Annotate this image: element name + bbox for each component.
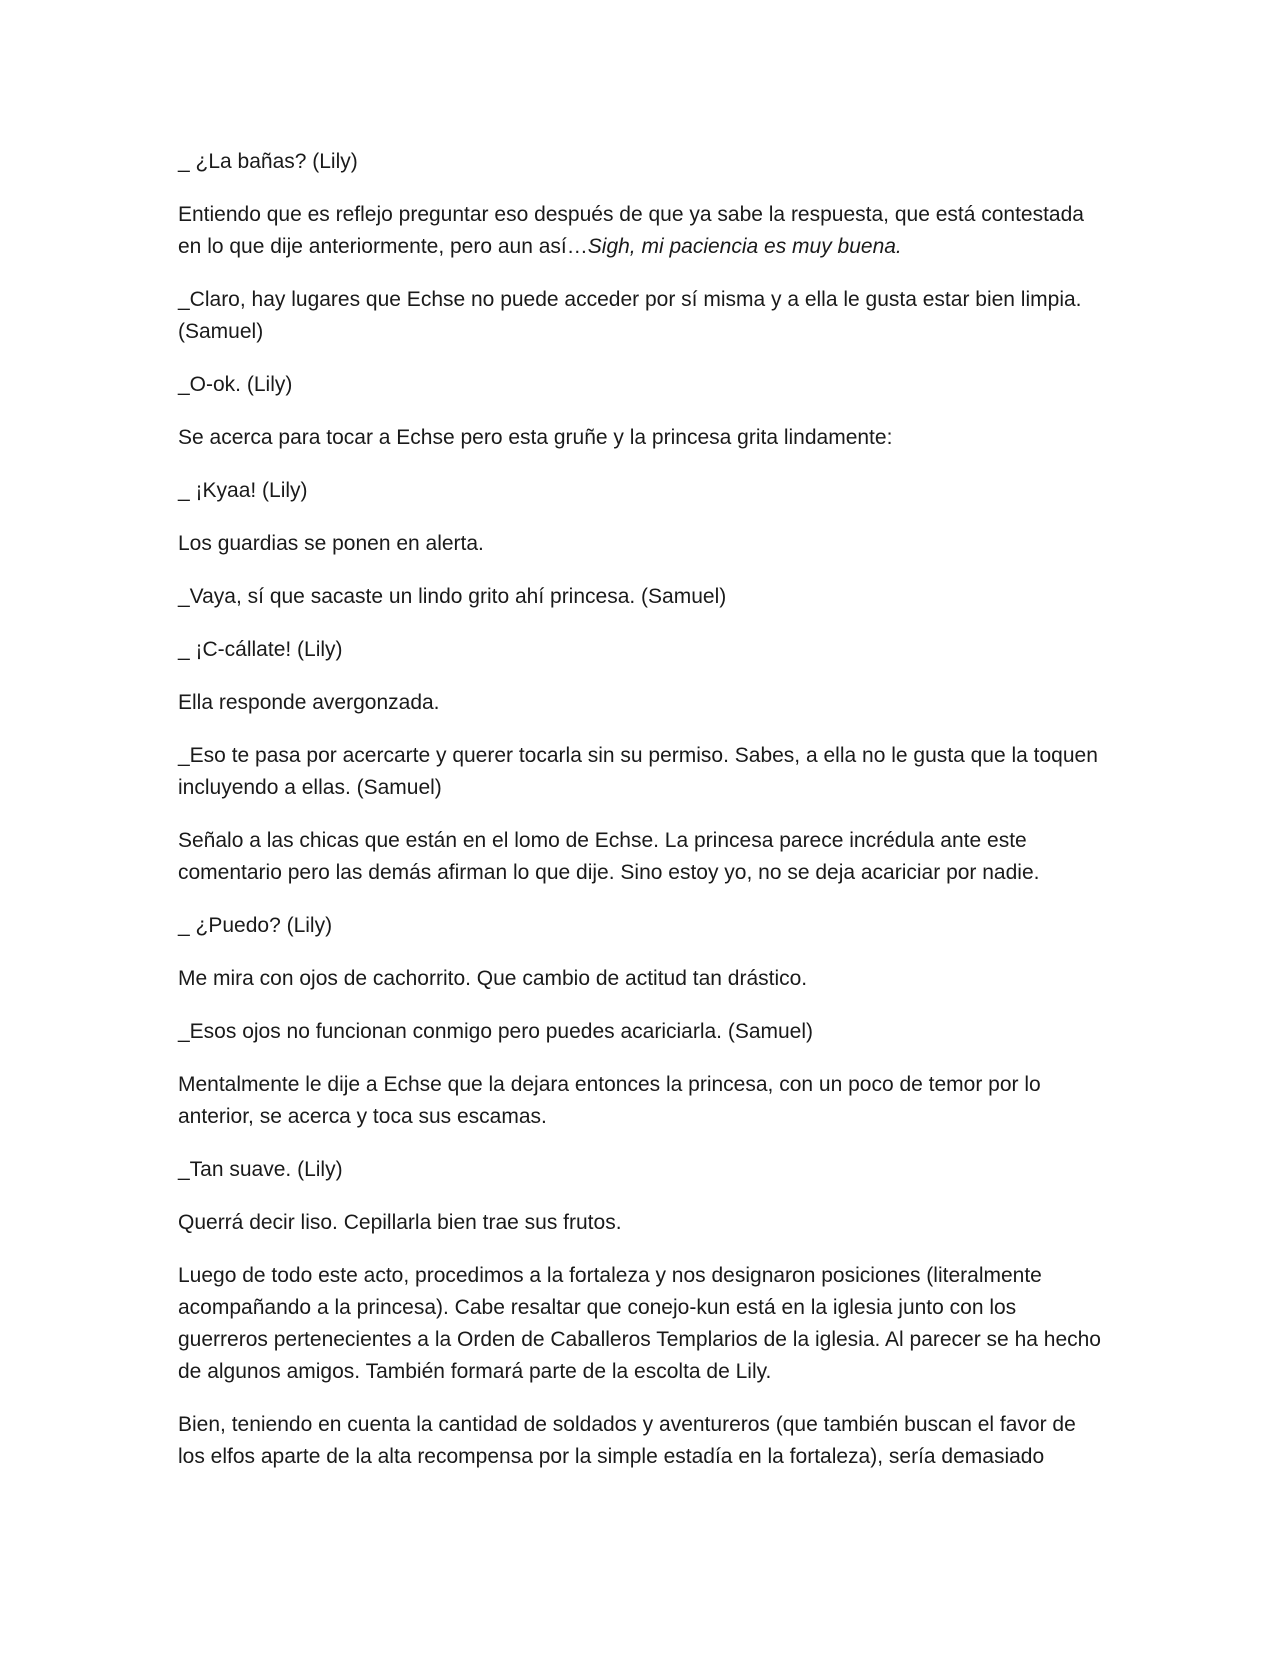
dialogue-line: _Eso te pasa por acercarte y querer tocarla sin su permiso. Sabes, a ella no le gusta que la toquen incluyendo a ellas. (Samuel) xyxy=(178,744,1098,799)
narration-text: Entiendo que es reflejo preguntar eso después de que ya sabe la respuesta, que está contestada en lo que dije anteriormente, pero aun así… xyxy=(178,203,1084,258)
dialogue-line: _ ¡C-cállate! (Lily) xyxy=(178,638,343,661)
italic-thought: Sigh, mi paciencia es muy buena. xyxy=(587,235,902,258)
narration-paragraph: Los guardias se ponen en alerta. xyxy=(178,532,484,555)
dialogue-line: _O-ok. (Lily) xyxy=(178,373,293,396)
narration-paragraph: Mentalmente le dije a Echse que la dejara entonces la princesa, con un poco de temor por lo anterior, se acerca y toca sus escamas. xyxy=(178,1073,1041,1128)
dialogue-line: _ ¡Kyaa! (Lily) xyxy=(178,479,308,502)
narration-paragraph: Señalo a las chicas que están en el lomo de Echse. La princesa parece incrédula ante este comentario pero las demás afirman lo que dije. Sino estoy yo, no se deja acariciar por nadie. xyxy=(178,829,1040,884)
dialogue-line: _Tan suave. (Lily) xyxy=(178,1158,343,1181)
dialogue-line: _ ¿La bañas? (Lily) xyxy=(178,150,358,173)
narration-paragraph: Se acerca para tocar a Echse pero esta gruñe y la princesa grita lindamente: xyxy=(178,426,893,449)
narration-paragraph: Me mira con ojos de cachorrito. Que cambio de actitud tan drástico. xyxy=(178,967,808,990)
narration-paragraph xyxy=(178,199,1108,263)
narration-paragraph: Luego de todo este acto, procedimos a la fortaleza y nos designaron posiciones (literalmente acompañando a la princesa). Cabe resaltar que conejo-kun está en la iglesia junto con los guerreros pertenecientes a la Orden de Caballeros Templarios de la iglesia. Al parecer se ha hecho de algunos amigos. También formará parte de la escolta de Lily. xyxy=(178,1264,1101,1383)
dialogue-line: _Claro, hay lugares que Echse no puede acceder por sí misma y a ella le gusta estar bien limpia. (Samuel) xyxy=(178,288,1082,343)
dialogue-line: _Vaya, sí que sacaste un lindo grito ahí princesa. (Samuel) xyxy=(178,585,727,608)
narration-paragraph: Bien, teniendo en cuenta la cantidad de soldados y aventureros (que también buscan el favor de los elfos aparte de la alta recompensa por la simple estadía en la fortaleza), sería demasiado xyxy=(178,1413,1076,1468)
narration-paragraph: Querrá decir liso. Cepillarla bien trae sus frutos. xyxy=(178,1211,622,1234)
dialogue-line: _Esos ojos no funcionan conmigo pero puedes acariciarla. (Samuel) xyxy=(178,1020,814,1043)
dialogue-line: _ ¿Puedo? (Lily) xyxy=(178,914,333,937)
narration-paragraph: Ella responde avergonzada. xyxy=(178,691,440,714)
document-body xyxy=(178,146,1108,1494)
